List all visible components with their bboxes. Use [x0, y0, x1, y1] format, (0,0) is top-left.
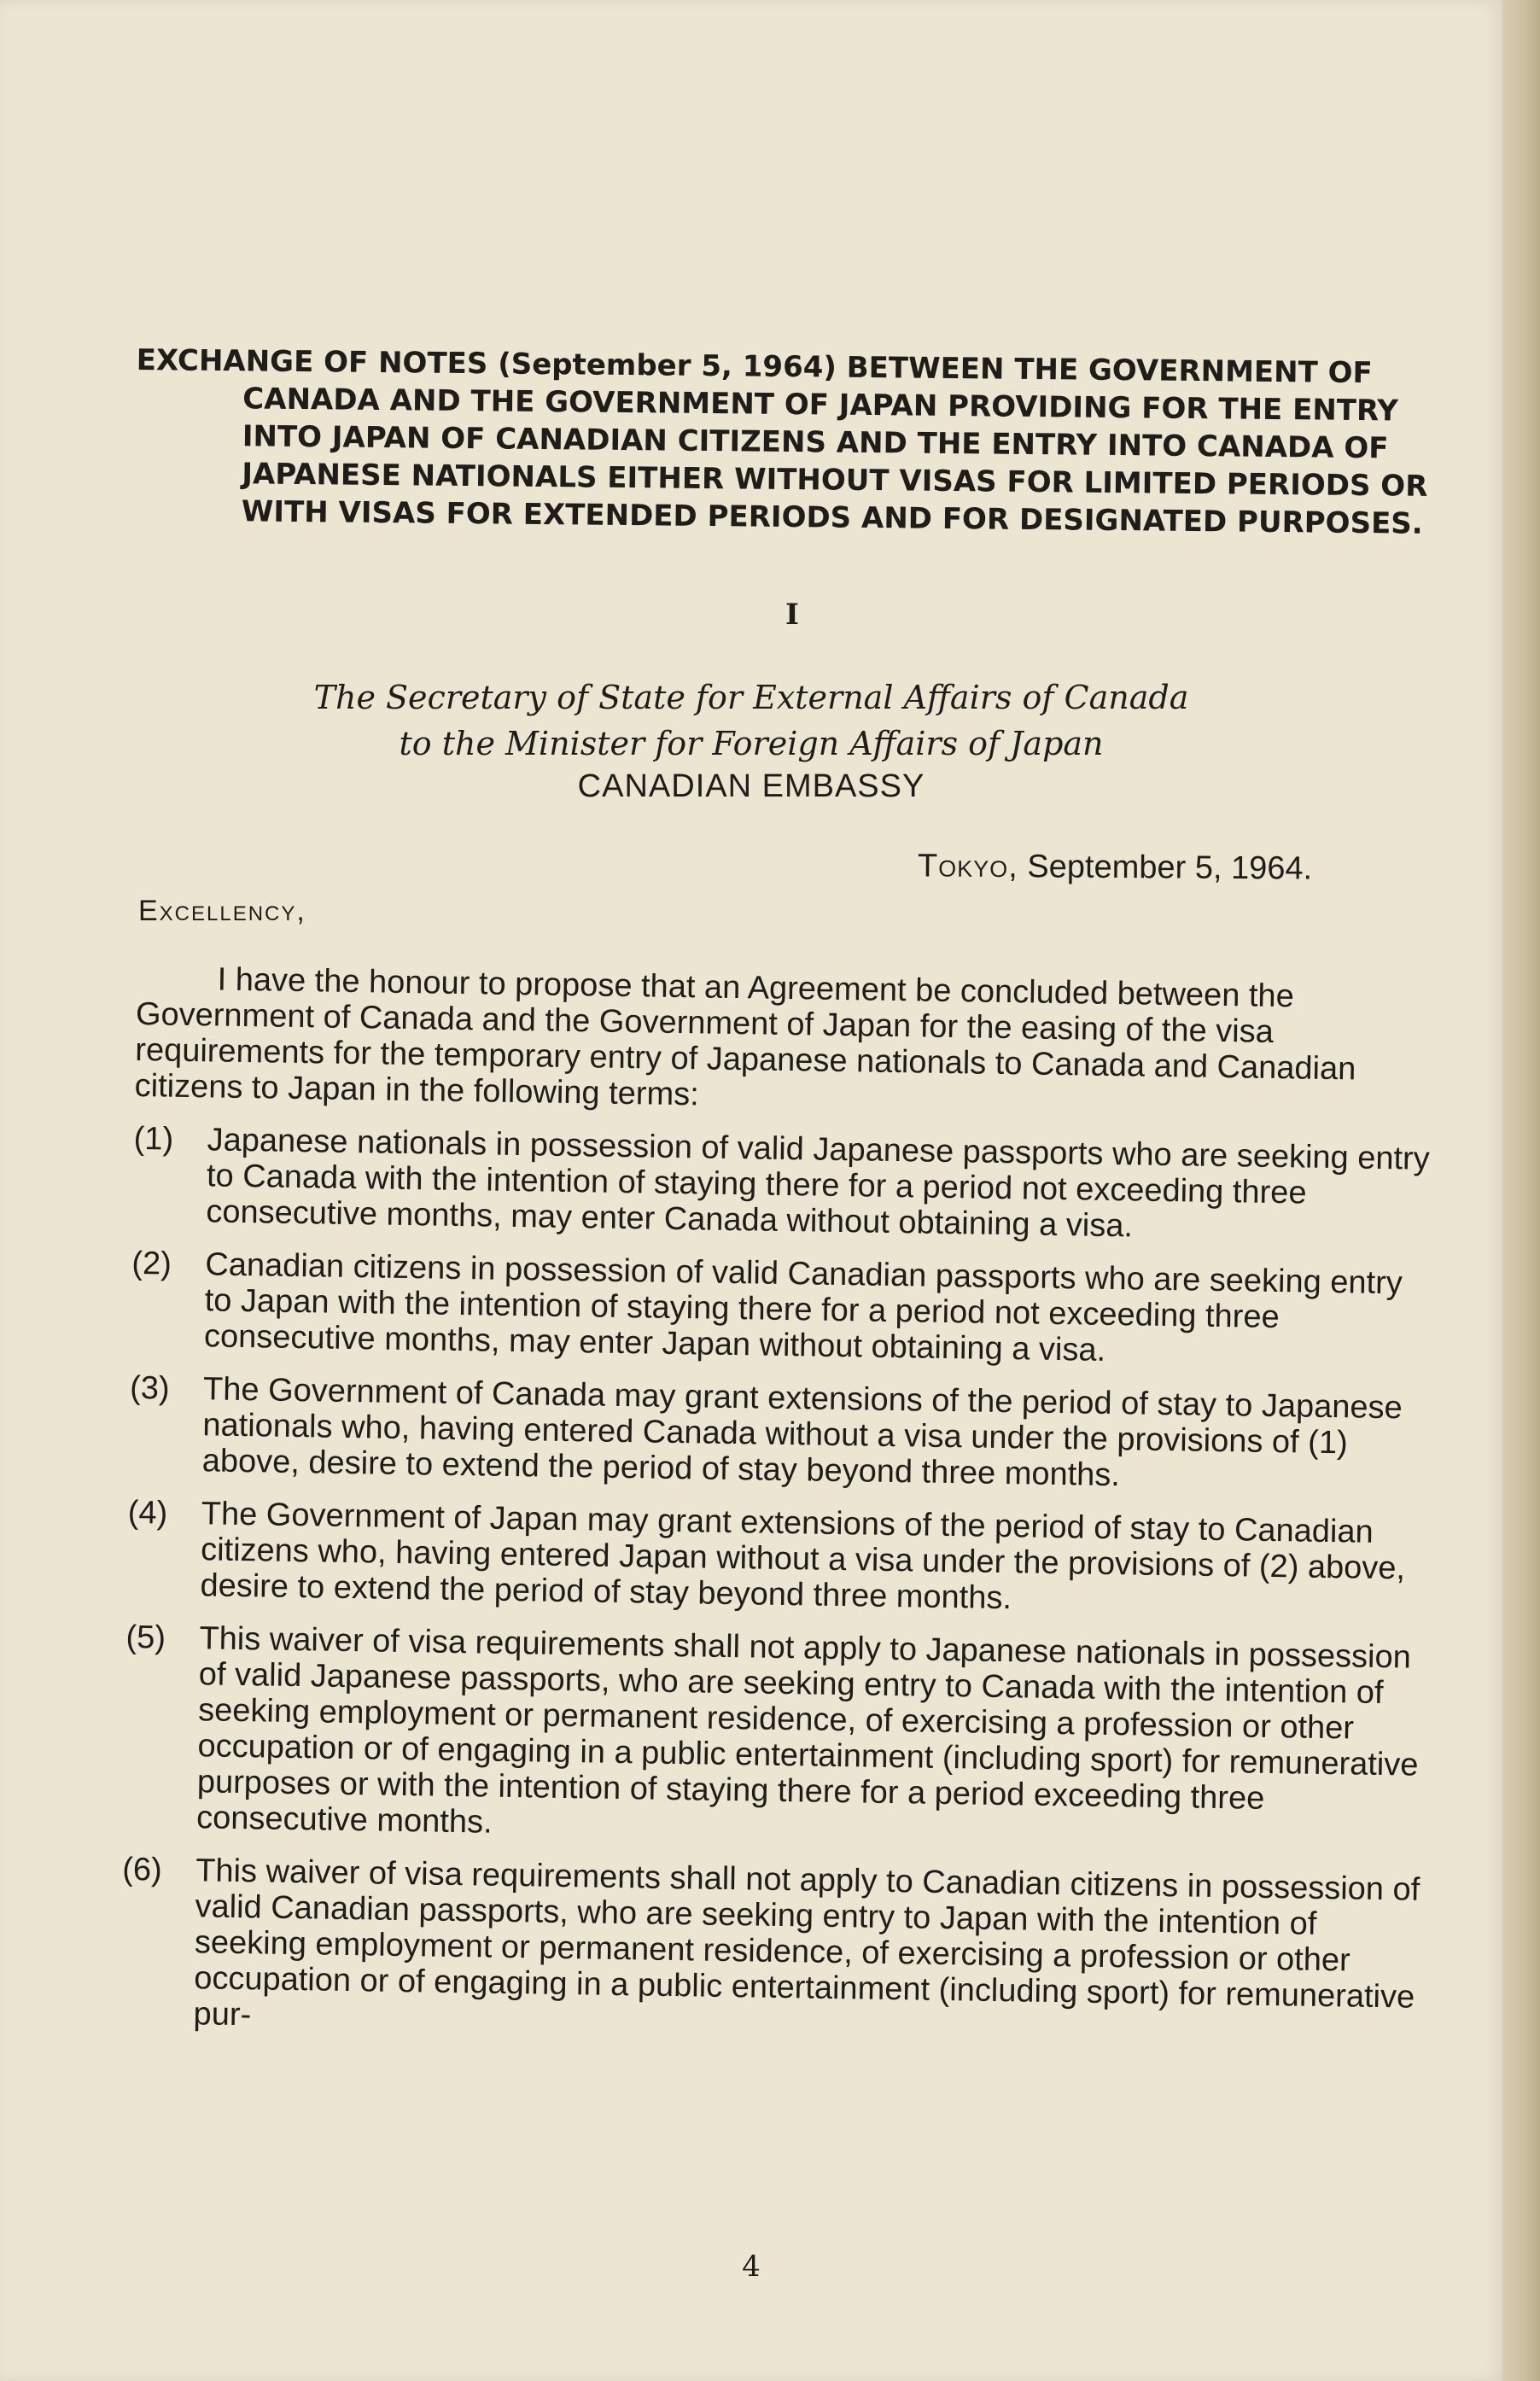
salutation: Excellency, — [138, 895, 306, 927]
item-number: (1) — [133, 1120, 174, 1158]
item-text: This waiver of visa requirements shall not apply to Canadian citizens in possession of valid Canadian passports, who are seeking entry to Japan with the intention of seeking employment or permanent residence, of exercising a profession or other occupation or of engaging in a public entertainment (including sport) for remunerative pur- — [193, 1853, 1420, 2034]
list-item — [128, 1370, 1436, 1498]
dateline-date: September 5, 1964. — [1027, 849, 1313, 887]
dateline — [918, 848, 1312, 887]
item-number: (6) — [121, 1851, 163, 1888]
item-text: Japanese nationals in possession of valid Japanese passports who are seeking entry to Canada with the intention of staying there for a period not exceeding three consecutive months, may enter Canada without obtaining a visa. — [206, 1122, 1431, 1245]
list-item — [123, 1619, 1432, 1855]
page-binding-edge — [1502, 0, 1540, 2381]
dateline-city: Tokyo, — [917, 848, 1018, 885]
section-numeral: I — [785, 598, 799, 632]
item-text: Canadian citizens in possession of valid Canadian passports who are seeking entry to Japan with the intention of staying there for a period not exceeding three consecutive months, may enter Japan without obtaining a visa. — [203, 1246, 1403, 1368]
item-text: The Government of Japan may grant extensions of the period of stay to Canadian citizens who, having entered Japan without a visa under the provisions of (2) above, desire to extend the period of stay beyond three months. — [200, 1496, 1406, 1617]
list-item — [132, 1121, 1440, 1249]
item-number: (5) — [125, 1619, 166, 1656]
item-text: The Government of Canada may grant extensions of the period of stay to Japanese nationals who, having entered Canada without a visa under the provisions of (1) above, desire to extend the period of stay beyond three months. — [201, 1371, 1403, 1494]
document-heading — [135, 341, 1451, 543]
sender-recipient-line — [0, 674, 1502, 767]
item-number: (3) — [129, 1369, 170, 1407]
list-item — [120, 1852, 1428, 2051]
page-number: 4 — [742, 2250, 761, 2284]
list-item — [126, 1495, 1434, 1623]
embassy-title: CANADIAN EMBASSY — [577, 768, 925, 804]
list-item — [131, 1246, 1438, 1374]
sender-line-2: to the Minister for Foreign Affairs of Japan — [399, 725, 1104, 762]
item-number: (4) — [127, 1494, 168, 1532]
heading-first-line: EXCHANGE OF NOTES (September 5, 1964) BETWEEN THE GOVERNMENT OF — [136, 342, 1373, 391]
item-text: This waiver of visa requirements shall not apply to Japanese nationals in possession of valid Japanese passports, who are seeking entry to Canada with the intention of seeking employment or permanent residence, of exercising a profession or other occupation or of engaging in a public entertainment (including sport) for remunerative purposes or with the intention of staying there for a period exceeding three consecutive months. — [195, 1620, 1419, 1841]
item-number: (2) — [131, 1245, 172, 1282]
intro-paragraph: I have the honour to propose that an Agreement be concluded between the Government of Canada and the Government of Japan for the easing of the visa requirements for the temporary entry of Japanese nationals to Canada and Canadian citizens to Japan in the following terms: — [134, 961, 1356, 1113]
letter-body — [120, 960, 1443, 2069]
heading-continuation: CANADA AND THE GOVERNMENT OF JAPAN PROVIDING FOR THE ENTRY INTO JAPAN OF CANADIAN CITIZENS AND THE ENTRY INTO CANADA OF JAPANESE NATIONALS EITHER WITHOUT VISAS FOR LIMITED PERIODS OR WITH VISAS FOR EXTENDED PERIODS AND FOR DESIGNATED PURPOSES. — [241, 382, 1428, 541]
sender-line-1: The Secretary of State for External Affairs of Canada — [313, 679, 1189, 716]
